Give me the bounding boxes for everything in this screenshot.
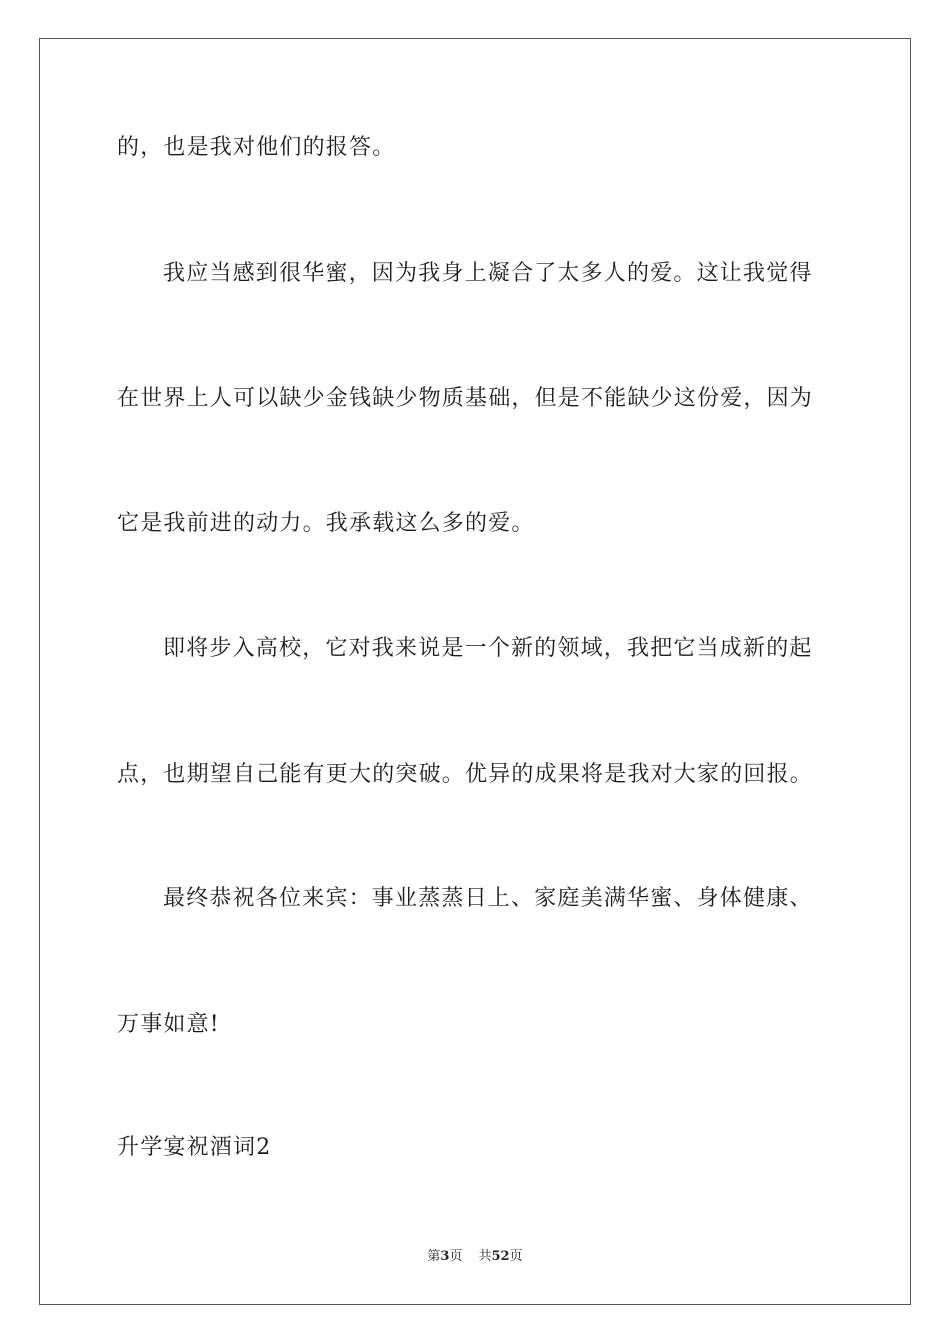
body-line-5: 即将步入高校，它对我来说是一个新的领域，我把它当成新的起	[163, 636, 813, 661]
body-line-8: 万事如意!	[117, 1012, 220, 1037]
footer-total-pages: 52	[491, 1249, 510, 1264]
footer-page-number: 3	[440, 1249, 450, 1264]
footer-total-suffix: 页	[509, 1249, 523, 1264]
body-line-2: 我应当感到很华蜜，因为我身上凝合了太多人的爱。这让我觉得	[163, 261, 813, 286]
footer-page-suffix: 页	[449, 1249, 463, 1264]
body-line-7: 最终恭祝各位来宾：事业蒸蒸日上、家庭美满华蜜、身体健康、	[163, 886, 813, 911]
section-heading: 升学宴祝酒词2	[117, 1135, 272, 1160]
footer-page-prefix: 第	[427, 1249, 441, 1264]
body-line-4: 它是我前进的动力。我承载这么多的爱。	[117, 511, 535, 536]
body-line-3: 在世界上人可以缺少金钱缺少物质基础，但是不能缺少这份爱，因为	[117, 386, 814, 411]
body-line-6: 点，也期望自己能有更大的突破。优异的成果将是我对大家的回报。	[117, 762, 814, 787]
footer-total-prefix: 共	[478, 1249, 492, 1264]
page-border	[39, 38, 911, 1305]
page-footer	[0, 1248, 950, 1266]
body-line-1: 的，也是我对他们的报答。	[117, 135, 396, 160]
